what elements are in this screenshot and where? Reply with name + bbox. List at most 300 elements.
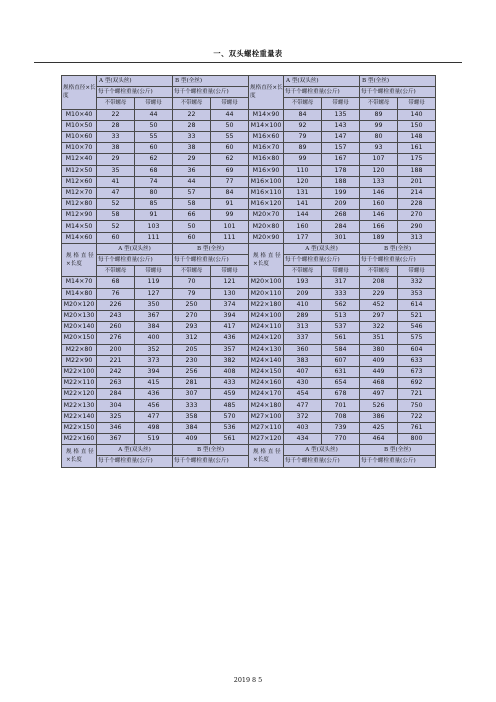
table-row xyxy=(62,344,436,355)
weight-cell: 293 xyxy=(173,322,211,333)
weight-cell: 146 xyxy=(360,187,398,198)
weight-cell: 297 xyxy=(360,310,398,321)
weight-cell: 403 xyxy=(284,422,322,433)
weight-cell: 41 xyxy=(97,176,135,187)
spec-cell: M16×60 xyxy=(249,131,284,142)
weight-cell: 409 xyxy=(360,355,398,366)
weight-cell: 120 xyxy=(284,176,322,187)
weight-cell: 147 xyxy=(322,131,360,142)
table-row xyxy=(62,154,436,165)
weight-cell: 110 xyxy=(284,165,322,176)
weight-cell: 374 xyxy=(211,299,249,310)
weight-cell: 57 xyxy=(173,187,211,198)
weight-cell: 519 xyxy=(135,434,173,445)
weight-cell: 68 xyxy=(97,277,135,288)
weight-cell: 58 xyxy=(97,210,135,221)
spec-cell: M16×100 xyxy=(249,176,284,187)
weight-cell: 380 xyxy=(360,344,398,355)
weight-cell: 55 xyxy=(135,131,173,142)
weight-cell: 188 xyxy=(398,165,436,176)
weight-cell: 60 xyxy=(135,143,173,154)
table-row xyxy=(62,221,436,232)
spec-cell: M20×70 xyxy=(249,210,284,221)
section-1-rows xyxy=(62,109,436,243)
spec-cell: M16×90 xyxy=(249,165,284,176)
weight-cell: 384 xyxy=(173,422,211,433)
spec-cell: M16×110 xyxy=(249,187,284,198)
spec-cell: M27×120 xyxy=(249,434,284,445)
weight-cell: 242 xyxy=(97,366,135,377)
weight-cell: 62 xyxy=(135,154,173,165)
weight-cell: 350 xyxy=(135,299,173,310)
spec-header: 规 格 直 径×长度 xyxy=(249,243,284,277)
weight-cell: 199 xyxy=(322,187,360,198)
type-a-header: A 型(双头丝) xyxy=(97,243,173,254)
table-row xyxy=(62,355,436,366)
spec-cell: M14×50 xyxy=(62,221,97,232)
weight-cell: 135 xyxy=(322,109,360,120)
weight-cell: 409 xyxy=(173,434,211,445)
weight-cell: 91 xyxy=(211,199,249,210)
table-row xyxy=(62,131,436,142)
weight-cell: 50 xyxy=(173,221,211,232)
weight-header: 每千个螺栓重量(公斤) xyxy=(360,87,436,98)
table-row xyxy=(62,366,436,377)
weight-cell: 325 xyxy=(97,411,135,422)
weight-cell: 313 xyxy=(398,232,436,243)
weight-cell: 394 xyxy=(211,310,249,321)
table-row xyxy=(62,232,436,243)
spec-cell: M22×110 xyxy=(62,378,97,389)
spec-header: 规 格 直 径×长度 xyxy=(62,445,97,467)
weight-header: 每千个螺栓重量(公斤) xyxy=(173,456,249,467)
spec-cell: M10×60 xyxy=(62,131,97,142)
weight-cell: 584 xyxy=(322,344,360,355)
weight-cell: 99 xyxy=(360,120,398,131)
table-row xyxy=(62,400,436,411)
weight-cell: 208 xyxy=(360,277,398,288)
weight-cell: 103 xyxy=(135,221,173,232)
weight-header: 每千个螺栓重量(公斤) xyxy=(360,456,436,467)
weight-cell: 214 xyxy=(398,187,436,198)
weight-cell: 436 xyxy=(211,333,249,344)
with-nut-header: 带螺母 xyxy=(211,98,249,109)
weight-cell: 383 xyxy=(284,355,322,366)
weight-cell: 417 xyxy=(211,322,249,333)
type-a-header: A 型(双头丝) xyxy=(284,243,360,254)
weight-cell: 55 xyxy=(211,131,249,142)
weight-cell: 131 xyxy=(284,187,322,198)
weight-cell: 739 xyxy=(322,422,360,433)
table-row xyxy=(62,165,436,176)
weight-cell: 92 xyxy=(284,120,322,131)
spec-cell: M24×170 xyxy=(249,389,284,400)
spec-cell: M24×140 xyxy=(249,355,284,366)
weight-cell: 62 xyxy=(211,154,249,165)
table-row xyxy=(62,310,436,321)
spec-cell: M12×80 xyxy=(62,199,97,210)
weight-cell: 221 xyxy=(97,355,135,366)
weight-header: 每千个螺栓重量(公斤) xyxy=(97,87,173,98)
weight-cell: 353 xyxy=(398,288,436,299)
weight-cell: 84 xyxy=(284,109,322,120)
spec-header: 规格直径×长度 xyxy=(62,76,97,110)
spec-cell: M20×100 xyxy=(249,277,284,288)
weight-cell: 47 xyxy=(97,187,135,198)
weight-cell: 52 xyxy=(97,199,135,210)
table-row xyxy=(62,210,436,221)
weight-cell: 205 xyxy=(173,344,211,355)
spec-cell: M14×90 xyxy=(249,109,284,120)
spec-cell: M12×40 xyxy=(62,154,97,165)
weight-cell: 79 xyxy=(173,288,211,299)
weight-cell: 229 xyxy=(360,288,398,299)
weight-cell: 633 xyxy=(398,355,436,366)
weight-cell: 111 xyxy=(211,232,249,243)
weight-cell: 157 xyxy=(322,143,360,154)
weight-cell: 357 xyxy=(211,344,249,355)
spec-cell: M24×160 xyxy=(249,378,284,389)
no-nut-header: 不带螺母 xyxy=(284,98,322,109)
weight-cell: 60 xyxy=(211,143,249,154)
weight-cell: 160 xyxy=(284,221,322,232)
type-b-header: B 型(全丝) xyxy=(173,243,249,254)
weight-cell: 133 xyxy=(360,176,398,187)
weight-cell: 89 xyxy=(360,109,398,120)
weight-cell: 337 xyxy=(284,333,322,344)
weight-cell: 228 xyxy=(398,199,436,210)
weight-cell: 77 xyxy=(211,176,249,187)
spec-cell: M22×100 xyxy=(62,366,97,377)
type-a-header: A 型(双头丝) xyxy=(284,445,360,456)
weight-cell: 498 xyxy=(135,422,173,433)
weight-cell: 80 xyxy=(360,131,398,142)
weight-cell: 80 xyxy=(135,187,173,198)
page-date: 2019 8 5 xyxy=(233,676,263,684)
weight-cell: 607 xyxy=(322,355,360,366)
spec-cell: M10×50 xyxy=(62,120,97,131)
spec-cell: M14×80 xyxy=(62,288,97,299)
table-row xyxy=(62,120,436,131)
spec-cell: M20×90 xyxy=(249,232,284,243)
weight-cell: 750 xyxy=(398,400,436,411)
weight-cell: 130 xyxy=(211,288,249,299)
spec-cell: M27×100 xyxy=(249,411,284,422)
weight-cell: 485 xyxy=(211,400,249,411)
weight-cell: 188 xyxy=(322,176,360,187)
table-row xyxy=(62,422,436,433)
weight-cell: 360 xyxy=(284,344,322,355)
weight-cell: 546 xyxy=(398,322,436,333)
no-nut-header: 不带螺母 xyxy=(284,266,322,277)
weight-cell: 263 xyxy=(97,378,135,389)
weight-cell: 289 xyxy=(284,310,322,321)
weight-cell: 333 xyxy=(322,288,360,299)
weight-cell: 346 xyxy=(97,422,135,433)
weight-cell: 333 xyxy=(173,400,211,411)
no-nut-header: 不带螺母 xyxy=(173,266,211,277)
weight-cell: 452 xyxy=(360,299,398,310)
weight-cell: 312 xyxy=(173,333,211,344)
spec-cell: M22×120 xyxy=(62,389,97,400)
weight-cell: 561 xyxy=(322,333,360,344)
weight-cell: 93 xyxy=(360,143,398,154)
spec-cell: M22×180 xyxy=(249,299,284,310)
weight-cell: 456 xyxy=(135,400,173,411)
weight-cell: 526 xyxy=(360,400,398,411)
weight-cell: 290 xyxy=(398,221,436,232)
weight-cell: 281 xyxy=(173,378,211,389)
weight-cell: 70 xyxy=(173,277,211,288)
table-row xyxy=(62,109,436,120)
weight-cell: 35 xyxy=(97,165,135,176)
weight-cell: 367 xyxy=(97,434,135,445)
weight-cell: 477 xyxy=(135,411,173,422)
weight-cell: 708 xyxy=(322,411,360,422)
weight-cell: 209 xyxy=(322,199,360,210)
spec-cell: M20×110 xyxy=(249,288,284,299)
weight-cell: 101 xyxy=(211,221,249,232)
no-nut-header: 不带螺母 xyxy=(173,98,211,109)
spec-cell: M24×180 xyxy=(249,400,284,411)
weight-cell: 367 xyxy=(135,310,173,321)
weight-cell: 74 xyxy=(135,176,173,187)
weight-cell: 722 xyxy=(398,411,436,422)
weight-cell: 36 xyxy=(173,165,211,176)
spec-header: 规 格 直 径×长度 xyxy=(62,243,97,277)
weight-cell: 301 xyxy=(322,232,360,243)
weight-cell: 22 xyxy=(173,109,211,120)
weight-cell: 44 xyxy=(211,109,249,120)
spec-cell: M24×150 xyxy=(249,366,284,377)
spec-cell: M20×140 xyxy=(62,322,97,333)
weight-cell: 459 xyxy=(211,389,249,400)
weight-cell: 189 xyxy=(360,232,398,243)
weight-cell: 175 xyxy=(398,154,436,165)
spec-cell: M16×120 xyxy=(249,199,284,210)
type-a-header: A 型(双头丝) xyxy=(97,76,173,87)
weight-cell: 800 xyxy=(398,434,436,445)
weight-cell: 150 xyxy=(398,120,436,131)
weight-cell: 161 xyxy=(398,143,436,154)
spec-cell: M20×130 xyxy=(62,310,97,321)
table-row xyxy=(62,143,436,154)
weight-cell: 721 xyxy=(398,389,436,400)
spec-cell: M20×150 xyxy=(62,333,97,344)
weight-cell: 631 xyxy=(322,366,360,377)
spec-cell: M14×60 xyxy=(62,232,97,243)
weight-cell: 276 xyxy=(97,333,135,344)
spec-cell: M22×130 xyxy=(62,400,97,411)
weight-cell: 284 xyxy=(322,221,360,232)
bolt-weight-table xyxy=(61,75,436,468)
weight-cell: 58 xyxy=(173,199,211,210)
weight-cell: 85 xyxy=(135,199,173,210)
weight-cell: 521 xyxy=(398,310,436,321)
section-2-rows xyxy=(62,277,436,445)
weight-cell: 167 xyxy=(322,154,360,165)
weight-cell: 400 xyxy=(135,333,173,344)
with-nut-header: 带螺母 xyxy=(398,98,436,109)
weight-header: 每千个螺栓重量(公斤) xyxy=(173,87,249,98)
spec-cell: M12×70 xyxy=(62,187,97,198)
weight-cell: 425 xyxy=(360,422,398,433)
page-title: 一、双头螺栓重量表 xyxy=(213,49,283,58)
weight-cell: 562 xyxy=(322,299,360,310)
weight-cell: 678 xyxy=(322,389,360,400)
weight-cell: 454 xyxy=(284,389,322,400)
weight-cell: 654 xyxy=(322,378,360,389)
with-nut-header: 带螺母 xyxy=(322,98,360,109)
weight-cell: 209 xyxy=(284,288,322,299)
weight-cell: 50 xyxy=(135,120,173,131)
weight-cell: 536 xyxy=(211,422,249,433)
type-b-header: B 型(全丝) xyxy=(360,445,436,456)
table-row xyxy=(62,333,436,344)
spec-cell: M24×110 xyxy=(249,322,284,333)
spec-cell: M27×110 xyxy=(249,422,284,433)
weight-cell: 304 xyxy=(97,400,135,411)
weight-cell: 384 xyxy=(135,322,173,333)
weight-cell: 250 xyxy=(173,299,211,310)
weight-cell: 166 xyxy=(360,221,398,232)
weight-header: 每千个螺栓重量(公斤) xyxy=(284,456,360,467)
weight-cell: 373 xyxy=(135,355,173,366)
weight-cell: 352 xyxy=(135,344,173,355)
weight-cell: 358 xyxy=(173,411,211,422)
spec-header: 规格直径×长度 xyxy=(249,76,284,110)
table-row xyxy=(62,199,436,210)
weight-cell: 226 xyxy=(97,299,135,310)
weight-cell: 270 xyxy=(173,310,211,321)
weight-cell: 570 xyxy=(211,411,249,422)
spec-cell: M24×130 xyxy=(249,344,284,355)
weight-cell: 99 xyxy=(211,210,249,221)
spec-cell: M24×100 xyxy=(249,310,284,321)
type-a-header: A 型(双头丝) xyxy=(284,76,360,87)
weight-cell: 91 xyxy=(135,210,173,221)
weight-cell: 44 xyxy=(135,109,173,120)
weight-cell: 76 xyxy=(97,288,135,299)
weight-cell: 127 xyxy=(135,288,173,299)
spec-cell: M10×70 xyxy=(62,143,97,154)
table-row xyxy=(62,322,436,333)
weight-cell: 410 xyxy=(284,299,322,310)
weight-cell: 33 xyxy=(97,131,135,142)
weight-cell: 29 xyxy=(173,154,211,165)
spec-cell: M12×90 xyxy=(62,210,97,221)
weight-cell: 146 xyxy=(360,210,398,221)
weight-cell: 761 xyxy=(398,422,436,433)
type-a-header: A 型(双头丝) xyxy=(97,445,173,456)
no-nut-header: 不带螺母 xyxy=(360,266,398,277)
weight-header: 每千个螺栓重量(公斤) xyxy=(284,87,360,98)
weight-cell: 99 xyxy=(284,154,322,165)
weight-cell: 143 xyxy=(322,120,360,131)
weight-cell: 537 xyxy=(322,322,360,333)
weight-cell: 332 xyxy=(398,277,436,288)
table-row xyxy=(62,434,436,445)
weight-cell: 673 xyxy=(398,366,436,377)
weight-cell: 692 xyxy=(398,378,436,389)
weight-cell: 52 xyxy=(97,221,135,232)
weight-cell: 68 xyxy=(135,165,173,176)
weight-cell: 351 xyxy=(360,333,398,344)
spec-cell: M20×120 xyxy=(62,299,97,310)
weight-cell: 33 xyxy=(173,131,211,142)
weight-cell: 230 xyxy=(173,355,211,366)
weight-cell: 430 xyxy=(284,378,322,389)
weight-cell: 770 xyxy=(322,434,360,445)
weight-header: 每千个螺栓重量(公斤) xyxy=(97,456,173,467)
weight-cell: 477 xyxy=(284,400,322,411)
weight-cell: 497 xyxy=(360,389,398,400)
weight-cell: 434 xyxy=(284,434,322,445)
weight-cell: 268 xyxy=(322,210,360,221)
weight-cell: 436 xyxy=(135,389,173,400)
spec-header: 规 格 直 径×长度 xyxy=(249,445,284,467)
weight-cell: 141 xyxy=(284,199,322,210)
weight-cell: 201 xyxy=(398,176,436,187)
spec-cell: M14×70 xyxy=(62,277,97,288)
weight-cell: 50 xyxy=(211,120,249,131)
weight-cell: 372 xyxy=(284,411,322,422)
weight-cell: 313 xyxy=(284,322,322,333)
weight-cell: 604 xyxy=(398,344,436,355)
weight-cell: 513 xyxy=(322,310,360,321)
header-rule xyxy=(34,62,462,63)
weight-cell: 79 xyxy=(284,131,322,142)
weight-cell: 28 xyxy=(173,120,211,131)
weight-cell: 243 xyxy=(97,310,135,321)
with-nut-header: 带螺母 xyxy=(322,266,360,277)
spec-cell: M22×140 xyxy=(62,411,97,422)
type-b-header: B 型(全丝) xyxy=(360,243,436,254)
weight-cell: 160 xyxy=(360,199,398,210)
weight-cell: 28 xyxy=(97,120,135,131)
spec-cell: M22×150 xyxy=(62,422,97,433)
weight-cell: 433 xyxy=(211,378,249,389)
weight-cell: 614 xyxy=(398,299,436,310)
spec-cell: M16×70 xyxy=(249,143,284,154)
weight-cell: 200 xyxy=(97,344,135,355)
weight-cell: 140 xyxy=(398,109,436,120)
weight-cell: 119 xyxy=(135,277,173,288)
weight-header: 每千个螺栓重量(公斤) xyxy=(173,255,249,266)
weight-cell: 284 xyxy=(97,389,135,400)
type-b-header: B 型(全丝) xyxy=(360,76,436,87)
type-b-header: B 型(全丝) xyxy=(173,76,249,87)
weight-cell: 407 xyxy=(284,366,322,377)
table-row xyxy=(62,288,436,299)
spec-cell: M22×80 xyxy=(62,344,97,355)
table-row xyxy=(62,389,436,400)
spec-cell: M12×60 xyxy=(62,176,97,187)
type-b-header: B 型(全丝) xyxy=(173,445,249,456)
weight-cell: 415 xyxy=(135,378,173,389)
weight-cell: 177 xyxy=(284,232,322,243)
weight-cell: 38 xyxy=(97,143,135,154)
weight-cell: 386 xyxy=(360,411,398,422)
weight-cell: 120 xyxy=(360,165,398,176)
weight-cell: 464 xyxy=(360,434,398,445)
weight-cell: 382 xyxy=(211,355,249,366)
weight-cell: 178 xyxy=(322,165,360,176)
no-nut-header: 不带螺母 xyxy=(97,98,135,109)
no-nut-header: 不带螺母 xyxy=(97,266,135,277)
with-nut-header: 带螺母 xyxy=(398,266,436,277)
spec-cell: M10×40 xyxy=(62,109,97,120)
